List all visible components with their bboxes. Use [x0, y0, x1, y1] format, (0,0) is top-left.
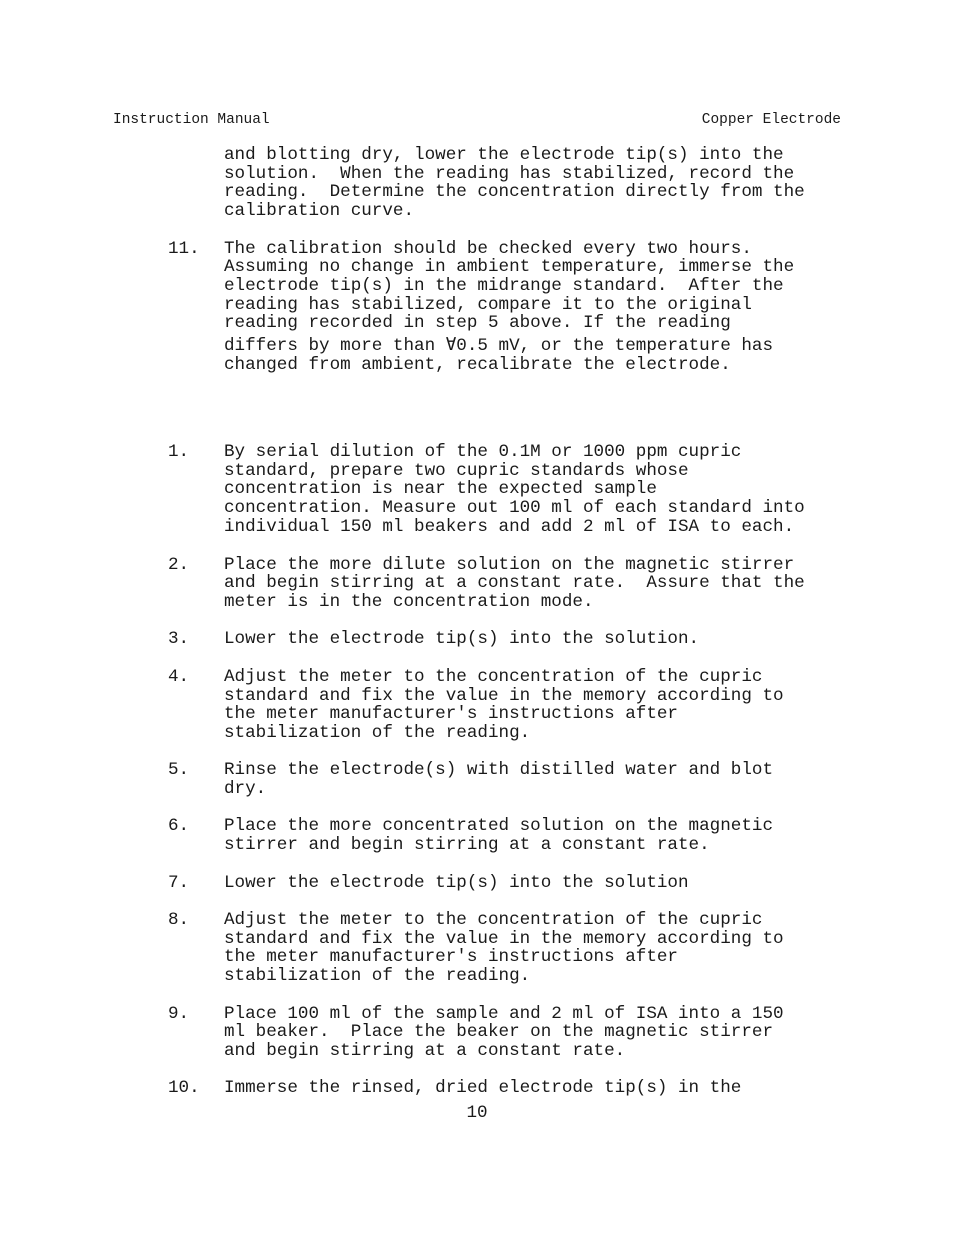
- step-9-line: and begin stirring at a constant rate.: [224, 1041, 626, 1061]
- step-1-line: concentration is near the expected sample: [224, 479, 657, 499]
- step-9-line: Place 100 ml of the sample and 2 ml of ISA into a 150: [224, 1004, 784, 1024]
- step-8-line: standard and fix the value in the memory according to: [224, 929, 784, 949]
- step-9-line: ml beaker. Place the beaker on the magnetic stirrer: [224, 1022, 774, 1042]
- step-4-line: Adjust the meter to the concentration of the cupric: [224, 667, 763, 687]
- step-5-line: dry.: [224, 779, 267, 799]
- step-4-line: stabilization of the reading.: [224, 723, 531, 743]
- step-2-line: and begin stirring at a constant rate. Assure that the: [224, 573, 805, 593]
- continuation-line: reading. Determine the concentration directly from the: [224, 182, 805, 202]
- step-2-line: meter is in the concentration mode.: [224, 592, 594, 612]
- step-number-7: 7.: [168, 873, 190, 893]
- step-8-line: the meter manufacturer's instructions after: [224, 947, 678, 967]
- continuation-line: calibration curve.: [224, 201, 415, 221]
- step-10-line: Immerse the rinsed, dried electrode tip(s) in the: [224, 1078, 742, 1098]
- step-1-line: By serial dilution of the 0.1M or 1000 ppm cupric: [224, 442, 742, 462]
- step-4-line: standard and fix the value in the memory according to: [224, 686, 784, 706]
- step-11-line: reading recorded in step 5 above. If the reading: [224, 313, 731, 333]
- page-number: 10: [466, 1103, 488, 1123]
- step-2-line: Place the more dilute solution on the magnetic stirrer: [224, 555, 795, 575]
- step-1-line: standard, prepare two cupric standards whose: [224, 461, 689, 481]
- step-4-line: the meter manufacturer's instructions after: [224, 704, 678, 724]
- step-11-line: changed from ambient, recalibrate the electrode.: [224, 355, 731, 375]
- step-11-line: electrode tip(s) in the midrange standard. After the: [224, 276, 784, 296]
- step-6-line: Place the more concentrated solution on the magnetic: [224, 816, 774, 836]
- step-8-line: stabilization of the reading.: [224, 966, 531, 986]
- step-8-line: Adjust the meter to the concentration of the cupric: [224, 910, 763, 930]
- step-number-6: 6.: [168, 816, 190, 836]
- step-number-2: 2.: [168, 555, 190, 575]
- step-number-9: 9.: [168, 1004, 190, 1024]
- continuation-line: solution. When the reading has stabilized, record the: [224, 164, 795, 184]
- step-number-8: 8.: [168, 910, 190, 930]
- step-number-5: 5.: [168, 760, 190, 780]
- step-1-line: concentration. Measure out 100 ml of each standard into: [224, 498, 805, 518]
- step-6-line: stirrer and begin stirring at a constant rate.: [224, 835, 710, 855]
- step-3-line: Lower the electrode tip(s) into the solution.: [224, 629, 700, 649]
- step-11-line: reading has stabilized, compare it to the original: [224, 295, 752, 315]
- step-11-line: The calibration should be checked every two hours.: [224, 239, 752, 259]
- step-number-4: 4.: [168, 667, 190, 687]
- step-number-10: 10.: [168, 1078, 200, 1098]
- step-11-line: Assuming no change in ambient temperature, immerse the: [224, 257, 795, 277]
- step-number-11: 11.: [168, 239, 200, 259]
- step-11-line: differs by more than ∀0.5 mV, or the temperature has: [224, 336, 774, 356]
- step-5-line: Rinse the electrode(s) with distilled water and blot: [224, 760, 774, 780]
- step-7-line: Lower the electrode tip(s) into the solution: [224, 873, 689, 893]
- header-title-left: Instruction Manual: [113, 112, 270, 128]
- step-number-1: 1.: [168, 442, 190, 462]
- continuation-line: and blotting dry, lower the electrode tip(s) into the: [224, 145, 784, 165]
- step-number-3: 3.: [168, 629, 190, 649]
- header-title-right: Copper Electrode: [701, 112, 841, 128]
- step-1-line: individual 150 ml beakers and add 2 ml of ISA to each.: [224, 517, 795, 537]
